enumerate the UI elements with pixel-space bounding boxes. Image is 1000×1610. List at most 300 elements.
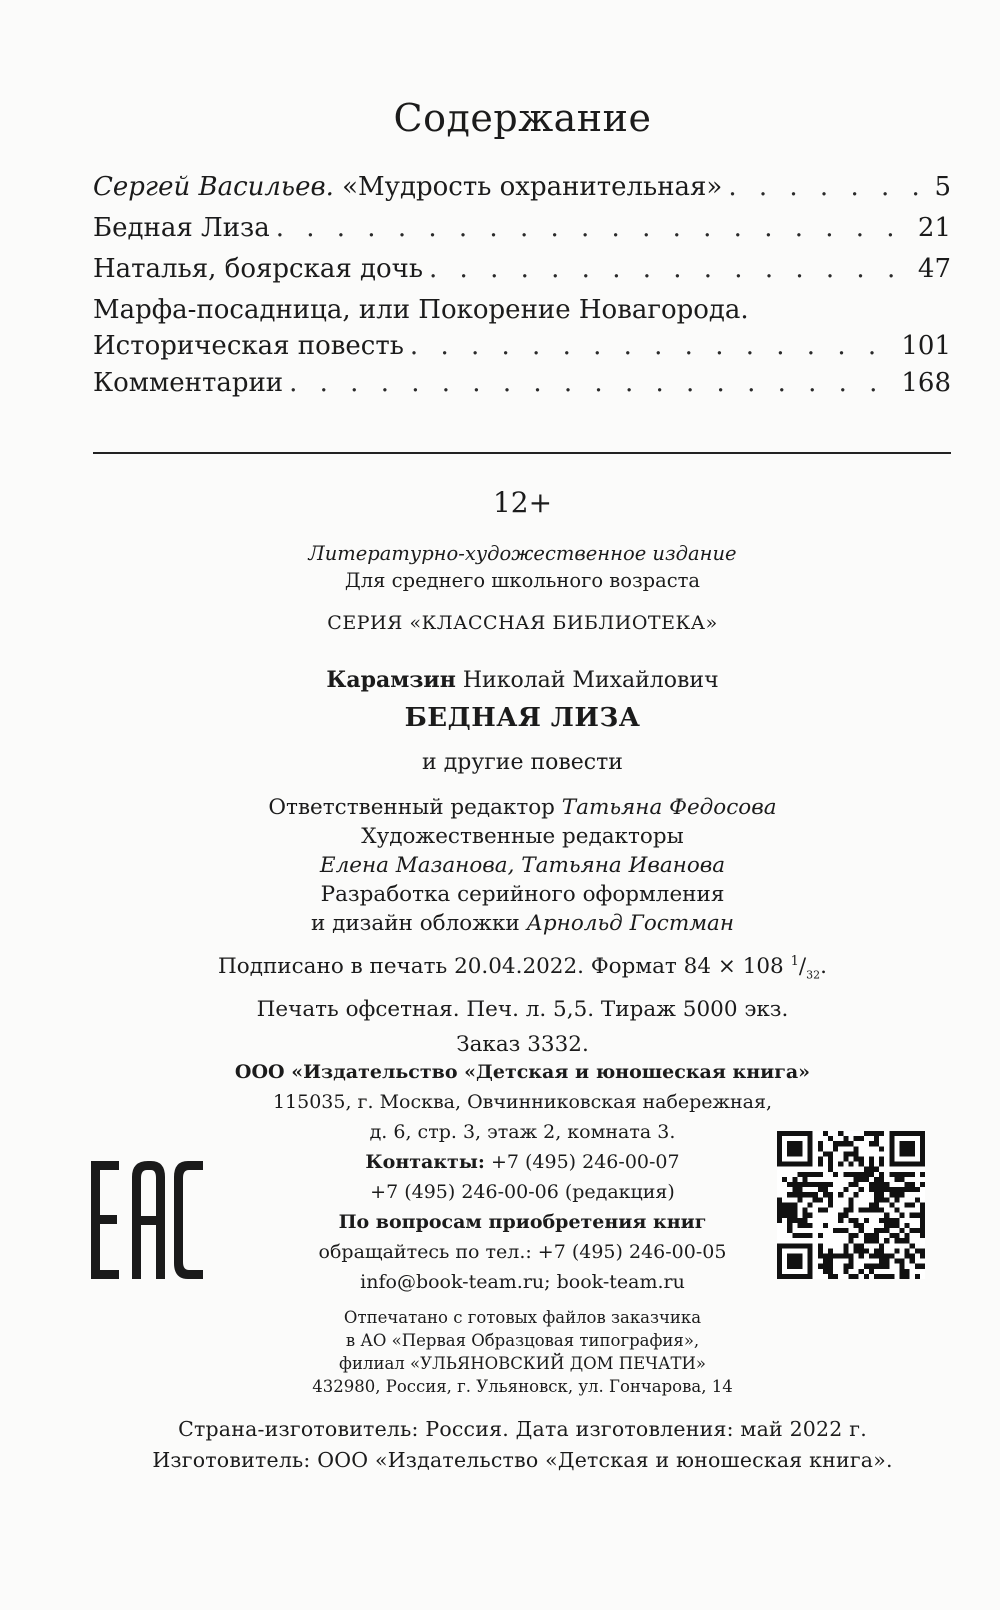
qr-module xyxy=(869,1269,874,1274)
qr-module xyxy=(782,1274,787,1279)
qr-module xyxy=(874,1248,879,1253)
qr-module xyxy=(808,1233,813,1238)
qr-module xyxy=(843,1136,848,1141)
qr-module xyxy=(797,1172,802,1177)
qr-module xyxy=(782,1177,787,1182)
qr-module xyxy=(792,1233,797,1238)
qr-module xyxy=(854,1248,859,1253)
qr-module xyxy=(894,1172,899,1177)
qr-module xyxy=(859,1136,864,1141)
credit-person: Арнольд Гостман xyxy=(526,911,735,936)
leader-dots xyxy=(429,254,912,284)
qr-module xyxy=(899,1177,904,1182)
qr-module xyxy=(854,1233,859,1238)
toc-entry[interactable] xyxy=(93,254,951,295)
qr-module xyxy=(889,1223,894,1228)
qr-module xyxy=(792,1218,797,1223)
qr-module xyxy=(823,1223,828,1228)
qr-module xyxy=(828,1264,833,1269)
qr-module xyxy=(910,1202,915,1207)
qr-module xyxy=(910,1243,915,1248)
qr-module xyxy=(843,1187,848,1192)
toc-entry[interactable] xyxy=(93,331,951,368)
qr-module xyxy=(889,1218,894,1223)
qr-module xyxy=(823,1151,828,1156)
toc-heading: Содержание xyxy=(393,96,652,140)
qr-module xyxy=(905,1269,910,1274)
qr-module xyxy=(920,1228,925,1233)
qr-module xyxy=(792,1264,797,1269)
qr-module xyxy=(777,1264,782,1269)
credit-person xyxy=(0,851,1000,880)
qr-module xyxy=(787,1146,792,1151)
eac-logo-icon xyxy=(91,1161,203,1279)
qr-module xyxy=(787,1264,792,1269)
print-signed: Подписано в печать 20.04.2022. Формат 84 × 108 $^1/_{32}$. xyxy=(218,954,827,982)
qr-module xyxy=(864,1167,869,1172)
qr-module xyxy=(915,1264,920,1269)
qr-module xyxy=(889,1274,894,1279)
qr-module xyxy=(777,1253,782,1258)
qr-module xyxy=(792,1253,797,1258)
qr-module xyxy=(823,1187,828,1192)
qr-module xyxy=(787,1208,792,1213)
qr-module xyxy=(899,1172,904,1177)
qr-module xyxy=(787,1162,792,1167)
qr-module xyxy=(828,1162,833,1167)
qr-module xyxy=(899,1162,904,1167)
qr-module xyxy=(899,1269,904,1274)
sales-label-text: По вопросам приобретения книг xyxy=(338,1211,707,1233)
publisher-address: 115035, г. Москва, Овчинниковская набережная, xyxy=(272,1091,773,1113)
qr-module xyxy=(787,1131,792,1136)
phone[interactable]: +7 (495) 246-00-06 (редакция) xyxy=(370,1181,675,1203)
qr-module xyxy=(910,1253,915,1258)
qr-module xyxy=(803,1223,808,1228)
credit-label: Художественные редакторы xyxy=(361,824,684,849)
qr-module xyxy=(854,1243,859,1248)
qr-module xyxy=(782,1243,787,1248)
qr-module xyxy=(848,1182,853,1187)
qr-module xyxy=(787,1228,792,1233)
publisher-name-text: ООО «Издательство «Детская и юношеская книга» xyxy=(234,1061,811,1083)
qr-module xyxy=(854,1172,859,1177)
qr-module xyxy=(854,1177,859,1182)
qr-module xyxy=(879,1243,884,1248)
qr-module xyxy=(818,1172,823,1177)
qr-module xyxy=(889,1187,894,1192)
qr-module xyxy=(869,1264,874,1269)
qr-module xyxy=(884,1238,889,1243)
qr-module xyxy=(920,1157,925,1162)
qr-module xyxy=(899,1151,904,1156)
qr-module xyxy=(848,1197,853,1202)
qr-module xyxy=(879,1253,884,1258)
toc-entry-author: Сергей Васильев. xyxy=(93,172,334,202)
qr-module xyxy=(838,1228,843,1233)
credit-label: Разработка серийного оформления xyxy=(320,882,725,907)
credit-label: и дизайн обложки xyxy=(310,911,520,936)
qr-module xyxy=(833,1274,838,1279)
qr-module xyxy=(792,1131,797,1136)
qr-module xyxy=(777,1131,782,1136)
qr-module xyxy=(828,1192,833,1197)
qr-module xyxy=(899,1192,904,1197)
printer-address: 432980, Россия, г. Ульяновск, ул. Гончарова, 14 xyxy=(312,1377,733,1396)
qr-module xyxy=(792,1213,797,1218)
qr-module xyxy=(879,1197,884,1202)
qr-module xyxy=(879,1182,884,1187)
qr-module xyxy=(879,1208,884,1213)
qr-module xyxy=(859,1223,864,1228)
qr-module xyxy=(874,1233,879,1238)
qr-module xyxy=(792,1202,797,1207)
author-surname: Карамзин xyxy=(326,667,456,693)
format-denominator: 32 xyxy=(806,968,821,982)
qr-module xyxy=(905,1187,910,1192)
qr-module xyxy=(792,1274,797,1279)
qr-module xyxy=(808,1157,813,1162)
qr-module xyxy=(894,1131,899,1136)
toc-entry-title: Бедная Лиза xyxy=(93,213,270,243)
qr-module xyxy=(818,1253,823,1258)
qr-module xyxy=(874,1131,879,1136)
qr-module xyxy=(777,1151,782,1156)
qr-module xyxy=(792,1151,797,1156)
qr-module xyxy=(797,1264,802,1269)
qr-module xyxy=(915,1228,920,1233)
qr-module xyxy=(874,1202,879,1207)
qr-module xyxy=(777,1269,782,1274)
qr-module xyxy=(828,1253,833,1258)
qr-module xyxy=(787,1218,792,1223)
qr-module xyxy=(915,1131,920,1136)
qr-module xyxy=(920,1218,925,1223)
qr-module xyxy=(792,1192,797,1197)
qr-module xyxy=(828,1182,833,1187)
qr-module xyxy=(874,1228,879,1233)
qr-module xyxy=(920,1172,925,1177)
qr-module xyxy=(808,1146,813,1151)
qr-module xyxy=(808,1269,813,1274)
toc-entry-page: 47 xyxy=(917,254,951,284)
qr-module xyxy=(864,1248,869,1253)
qr-module xyxy=(823,1182,828,1187)
qr-module xyxy=(869,1162,874,1167)
qr-module xyxy=(864,1131,869,1136)
qr-module xyxy=(823,1264,828,1269)
qr-module xyxy=(899,1213,904,1218)
qr-module xyxy=(828,1157,833,1162)
qr-module xyxy=(777,1141,782,1146)
qr-module xyxy=(864,1208,869,1213)
qr-module xyxy=(838,1131,843,1136)
qr-module xyxy=(828,1167,833,1172)
leader-dots xyxy=(289,368,895,398)
book-subtitle: и другие повести xyxy=(422,750,623,775)
qr-module xyxy=(843,1264,848,1269)
qr-code-icon xyxy=(777,1131,925,1279)
qr-module xyxy=(899,1264,904,1269)
qr-module xyxy=(803,1233,808,1238)
qr-module xyxy=(899,1187,904,1192)
qr-module xyxy=(777,1274,782,1279)
author-name: Николай Михайлович xyxy=(462,668,719,693)
qr-module xyxy=(859,1187,864,1192)
qr-module xyxy=(899,1228,904,1233)
qr-module xyxy=(879,1192,884,1197)
qr-module xyxy=(864,1274,869,1279)
qr-module xyxy=(848,1274,853,1279)
qr-module xyxy=(879,1146,884,1151)
divider xyxy=(93,452,951,454)
qr-module xyxy=(818,1157,823,1162)
qr-module xyxy=(803,1208,808,1213)
qr-module xyxy=(879,1264,884,1269)
qr-module xyxy=(899,1238,904,1243)
qr-module xyxy=(787,1151,792,1156)
qr-module xyxy=(808,1162,813,1167)
series: СЕРИЯ «КЛАССНАЯ БИБЛИОТЕКА» xyxy=(327,612,718,634)
qr-module xyxy=(905,1223,910,1228)
qr-module xyxy=(823,1259,828,1264)
qr-module xyxy=(823,1208,828,1213)
qr-module xyxy=(833,1172,838,1177)
credits xyxy=(0,793,1000,938)
credit-person: Татьяна Федосова xyxy=(561,795,777,820)
qr-module xyxy=(905,1146,910,1151)
print-info xyxy=(0,944,1000,1062)
toc-entry[interactable] xyxy=(93,172,951,213)
printer-line: Отпечатано с готовых файлов заказчика xyxy=(343,1308,702,1327)
qr-module xyxy=(910,1151,915,1156)
qr-module xyxy=(894,1192,899,1197)
qr-module xyxy=(808,1264,813,1269)
qr-module xyxy=(864,1218,869,1223)
qr-module xyxy=(828,1151,833,1156)
qr-module xyxy=(894,1208,899,1213)
qr-module xyxy=(792,1187,797,1192)
qr-module xyxy=(843,1151,848,1156)
print-order: Заказ 3332. xyxy=(456,1032,589,1058)
qr-module xyxy=(859,1162,864,1167)
qr-module xyxy=(899,1141,904,1146)
qr-module xyxy=(843,1213,848,1218)
qr-module xyxy=(797,1253,802,1258)
qr-module xyxy=(869,1208,874,1213)
qr-module xyxy=(889,1136,894,1141)
qr-module xyxy=(879,1162,884,1167)
publisher-name xyxy=(0,1057,1000,1087)
qr-module xyxy=(910,1259,915,1264)
qr-module xyxy=(777,1259,782,1264)
qr-module xyxy=(818,1182,823,1187)
qr-module xyxy=(818,1146,823,1151)
qr-module xyxy=(828,1136,833,1141)
qr-module xyxy=(828,1259,833,1264)
qr-module xyxy=(797,1182,802,1187)
qr-module xyxy=(879,1274,884,1279)
qr-module xyxy=(905,1151,910,1156)
qr-module xyxy=(910,1182,915,1187)
qr-module xyxy=(874,1177,879,1182)
qr-module xyxy=(869,1157,874,1162)
qr-module xyxy=(889,1162,894,1167)
qr-module xyxy=(823,1269,828,1274)
qr-module xyxy=(915,1248,920,1253)
qr-module xyxy=(848,1264,853,1269)
qr-module xyxy=(874,1192,879,1197)
qr-module xyxy=(828,1274,833,1279)
qr-module xyxy=(818,1208,823,1213)
qr-module xyxy=(848,1141,853,1146)
phone[interactable]: +7 (495) 246-00-07 xyxy=(490,1151,680,1173)
toc-entry-page: 168 xyxy=(901,368,951,398)
toc-entry-title: «Мудрость охранительная» xyxy=(342,172,723,202)
qr-module xyxy=(803,1172,808,1177)
qr-module xyxy=(884,1197,889,1202)
qr-module xyxy=(797,1187,802,1192)
qr-module xyxy=(808,1223,813,1228)
qr-module xyxy=(864,1172,869,1177)
qr-module xyxy=(777,1197,782,1202)
qr-module xyxy=(889,1172,894,1177)
qr-module xyxy=(894,1238,899,1243)
qr-module xyxy=(818,1248,823,1253)
qr-module xyxy=(848,1172,853,1177)
qr-module xyxy=(777,1162,782,1167)
qr-module xyxy=(792,1243,797,1248)
qr-module xyxy=(833,1228,838,1233)
qr-module xyxy=(808,1202,813,1207)
contacts-label: Контакты: xyxy=(365,1151,485,1173)
qr-module xyxy=(879,1177,884,1182)
toc-entry-page: 101 xyxy=(901,331,951,361)
qr-module xyxy=(803,1218,808,1223)
toc-entry-page: 5 xyxy=(934,172,951,202)
qr-module xyxy=(854,1192,859,1197)
qr-module xyxy=(782,1131,787,1136)
qr-module xyxy=(787,1274,792,1279)
qr-module xyxy=(797,1233,802,1238)
qr-module xyxy=(889,1202,894,1207)
qr-module xyxy=(874,1238,879,1243)
qr-module xyxy=(854,1218,859,1223)
qr-module xyxy=(874,1208,879,1213)
qr-module xyxy=(920,1146,925,1151)
credit-designer xyxy=(0,909,1000,938)
qr-module xyxy=(797,1197,802,1202)
qr-module xyxy=(808,1192,813,1197)
qr-module xyxy=(905,1202,910,1207)
qr-module xyxy=(838,1213,843,1218)
qr-module xyxy=(797,1141,802,1146)
qr-module xyxy=(854,1182,859,1187)
qr-module xyxy=(848,1208,853,1213)
qr-module xyxy=(894,1218,899,1223)
qr-module xyxy=(818,1162,823,1167)
qr-module xyxy=(884,1182,889,1187)
table-of-contents xyxy=(93,172,951,409)
qr-module xyxy=(879,1172,884,1177)
qr-module xyxy=(910,1131,915,1136)
qr-module xyxy=(905,1238,910,1243)
qr-module xyxy=(823,1131,828,1136)
qr-module xyxy=(899,1146,904,1151)
qr-module xyxy=(843,1172,848,1177)
qr-module xyxy=(818,1187,823,1192)
qr-module xyxy=(915,1162,920,1167)
qr-module xyxy=(859,1177,864,1182)
manufacturer-line: Изготовитель: ООО «Издательство «Детская и юношеская книга». xyxy=(152,1448,893,1472)
printer-block xyxy=(0,1306,1000,1398)
qr-module xyxy=(884,1253,889,1258)
qr-module xyxy=(848,1253,853,1258)
qr-module xyxy=(823,1253,828,1258)
qr-module xyxy=(808,1243,813,1248)
qr-module xyxy=(879,1218,884,1223)
qr-module xyxy=(905,1248,910,1253)
qr-module xyxy=(854,1223,859,1228)
toc-entry[interactable] xyxy=(93,368,951,409)
qr-module xyxy=(803,1243,808,1248)
printer-line: филиал «УЛЬЯНОВСКИЙ ДОМ ПЕЧАТИ» xyxy=(339,1354,706,1373)
toc-entry-text xyxy=(93,172,722,202)
qr-module xyxy=(797,1259,802,1264)
qr-module xyxy=(813,1192,818,1197)
qr-module xyxy=(869,1202,874,1207)
qr-module xyxy=(823,1192,828,1197)
qr-module xyxy=(818,1233,823,1238)
qr-module xyxy=(777,1208,782,1213)
qr-module xyxy=(838,1162,843,1167)
qr-module xyxy=(803,1131,808,1136)
qr-module xyxy=(808,1136,813,1141)
qr-module xyxy=(899,1259,904,1264)
qr-module xyxy=(869,1141,874,1146)
qr-module xyxy=(920,1223,925,1228)
qr-module xyxy=(808,1141,813,1146)
qr-module xyxy=(884,1259,889,1264)
qr-module xyxy=(838,1141,843,1146)
qr-module xyxy=(905,1172,910,1177)
qr-module xyxy=(848,1259,853,1264)
qr-module xyxy=(782,1162,787,1167)
toc-entry-title: Комментарии xyxy=(93,368,284,398)
qr-module xyxy=(884,1264,889,1269)
qr-module xyxy=(843,1157,848,1162)
qr-module xyxy=(787,1253,792,1258)
qr-module xyxy=(899,1131,904,1136)
qr-module xyxy=(792,1208,797,1213)
qr-module xyxy=(803,1213,808,1218)
qr-module xyxy=(864,1264,869,1269)
qr-module xyxy=(889,1151,894,1156)
toc-entry-title-line[interactable] xyxy=(93,295,951,331)
print-details: Печать офсетная. Печ. л. 5,5. Тираж 5000 экз. xyxy=(256,997,789,1023)
sales-phone[interactable]: обращайтесь по тел.: +7 (495) 246-00-05 xyxy=(318,1241,727,1263)
toc-entry[interactable] xyxy=(93,213,951,254)
qr-module xyxy=(797,1243,802,1248)
qr-module xyxy=(843,1208,848,1213)
book-title: БЕДНАЯ ЛИЗА xyxy=(404,703,641,733)
email-web[interactable]: info@book-team.ru; book-team.ru xyxy=(360,1271,685,1293)
manufacturer-block xyxy=(0,1414,1000,1476)
qr-module xyxy=(797,1131,802,1136)
printer-line: в АО «Первая Образцовая типография», xyxy=(345,1331,700,1350)
qr-module xyxy=(920,1233,925,1238)
qr-module xyxy=(899,1274,904,1279)
